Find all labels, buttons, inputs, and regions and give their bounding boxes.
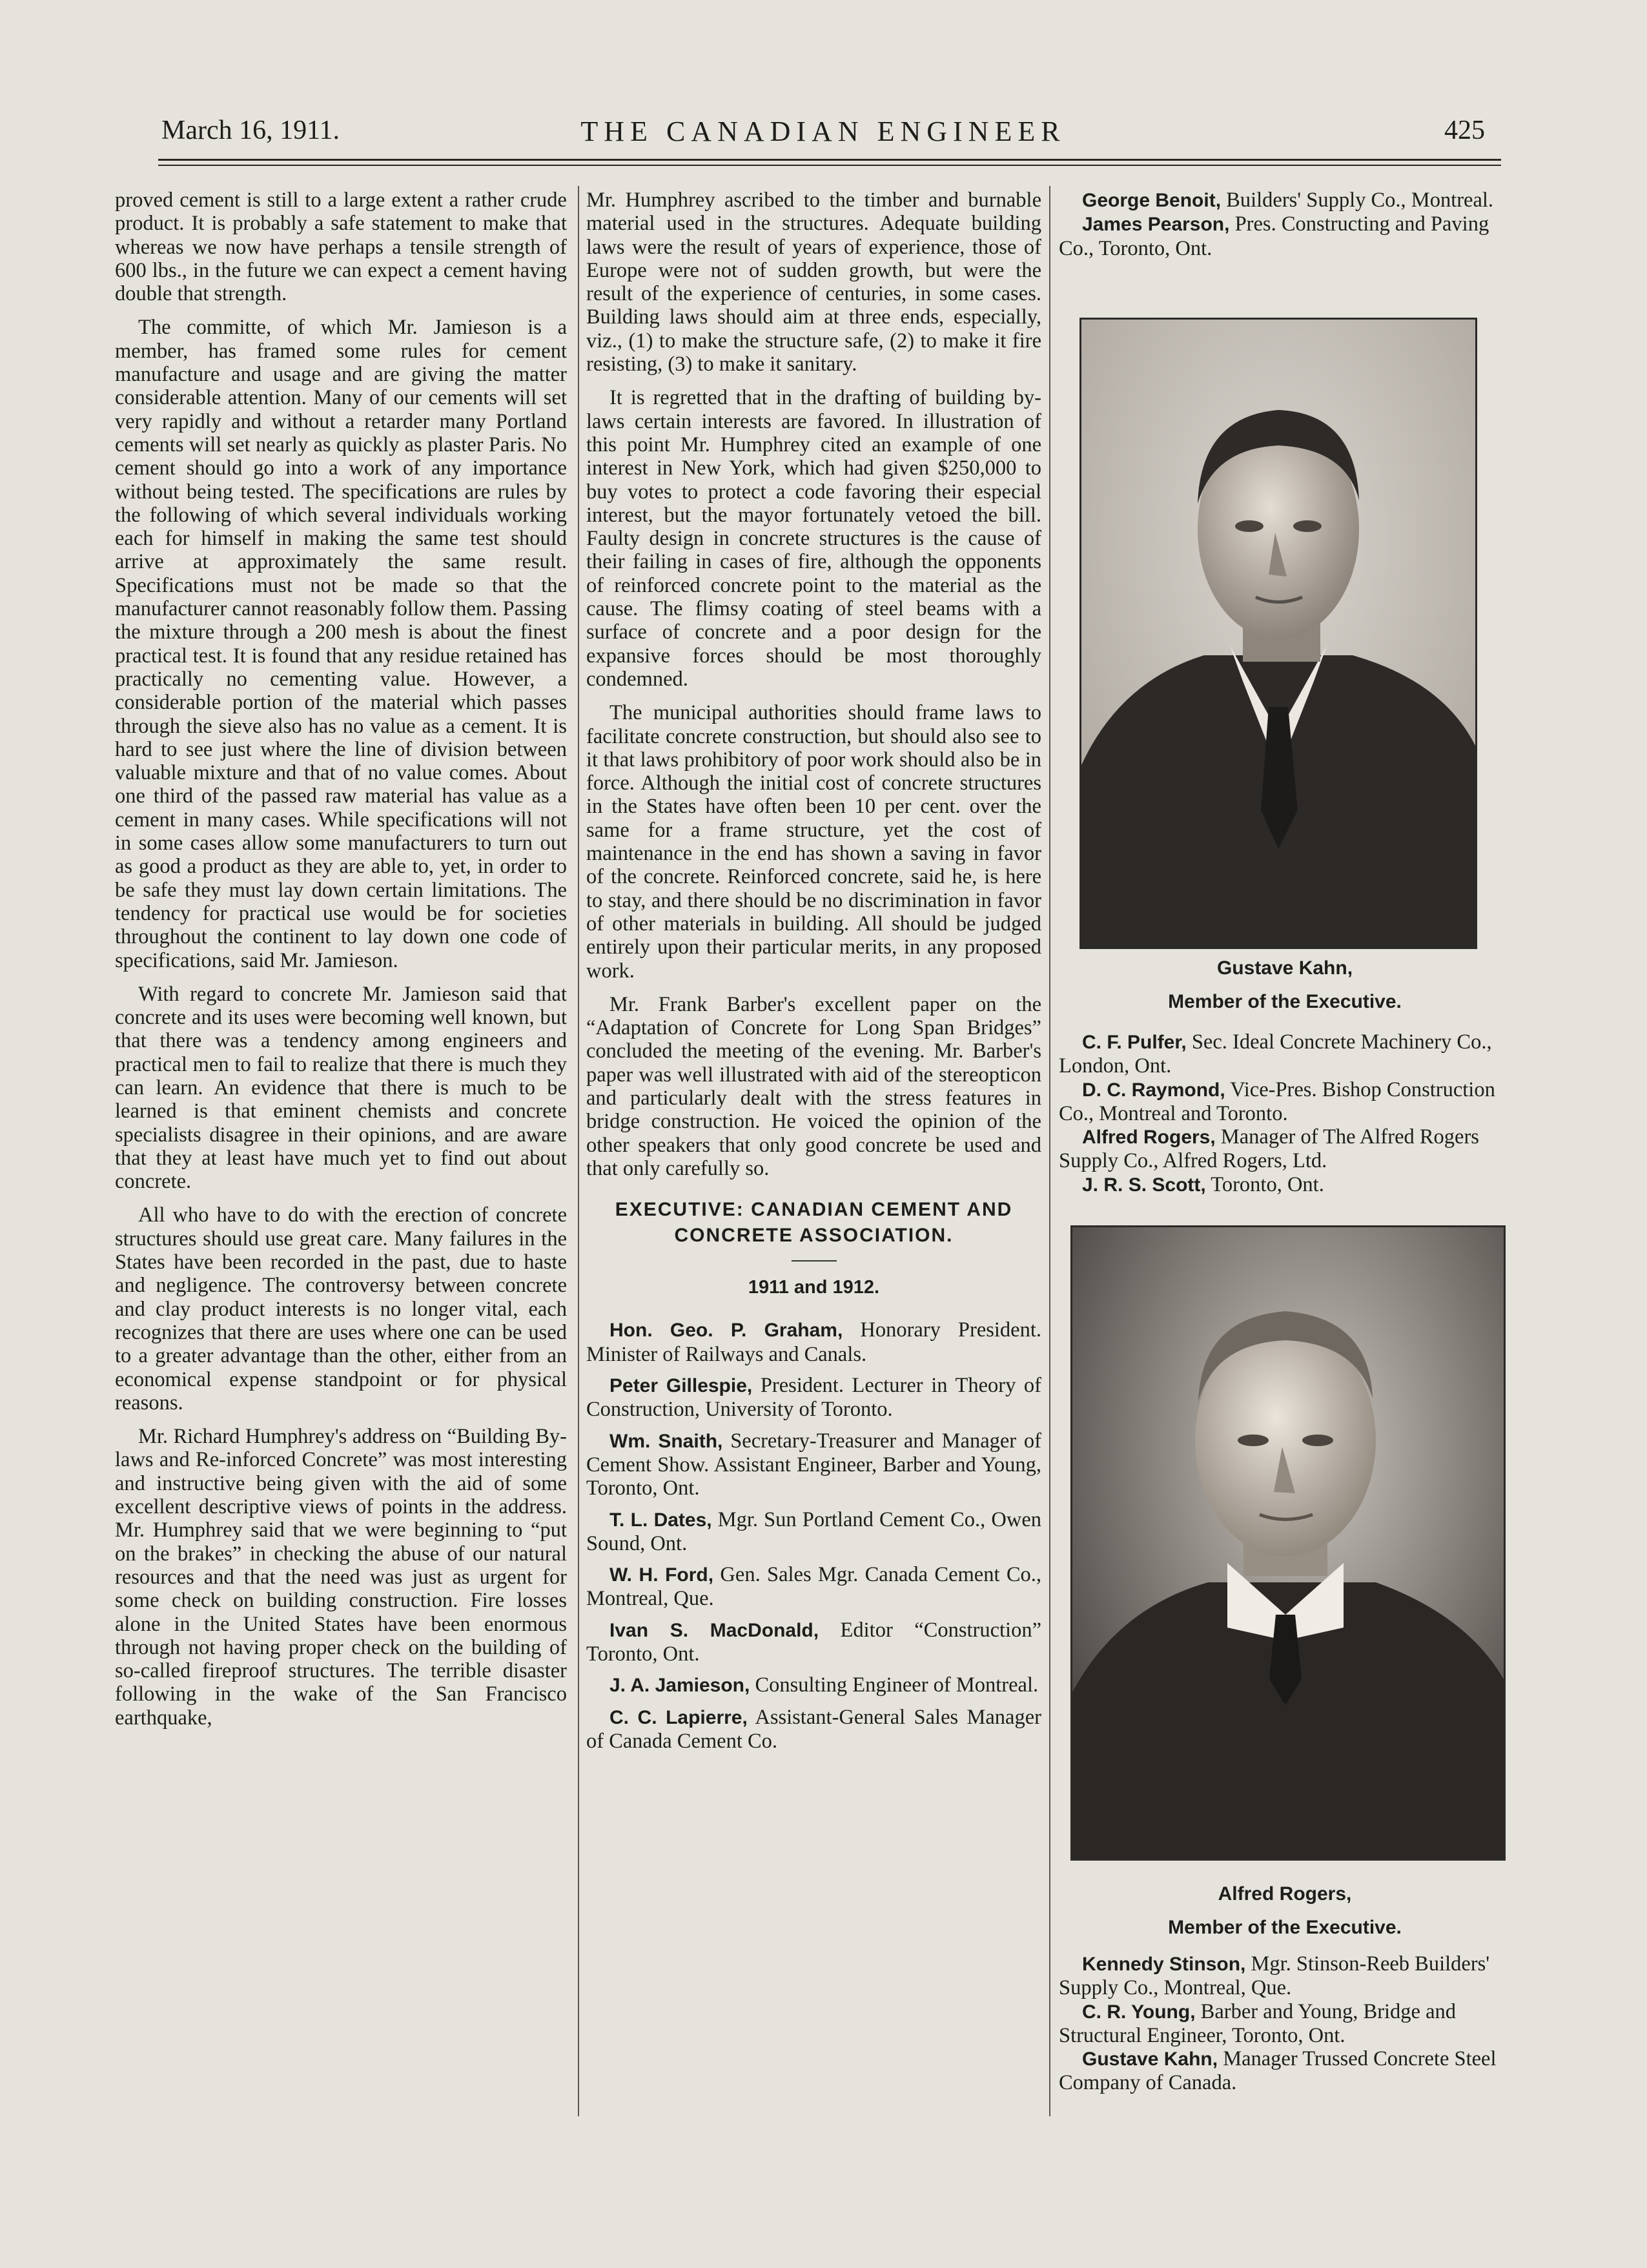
paragraph: The municipal authorities should frame laws to facilitate concrete construction, but should also see to it that laws prohibitory of poor work should also be in force. Although the initial cost of concrete structures in the States have often been 10 per cent. over the same for a frame structure, yet the cost of maintenance in the end has shown a saving in favor of the concrete. Reinforced concrete, said he, is here to stay, and there should be no discrimination in favor of other materials in building. All should be judged entirely upon their particular merits, in any proposed work. (586, 701, 1041, 983)
issue-date: March 16, 1911. (161, 116, 340, 145)
caption-name: Gustave Kahn, (1216, 957, 1353, 979)
column-2 (586, 189, 1041, 1761)
member-name: Hon. Geo. P. Graham, (609, 1320, 843, 1342)
column-3-mid-list (1059, 1030, 1511, 1197)
member-description: Builders' Supply Co., Montreal. (1226, 189, 1494, 212)
executive-member (586, 1706, 1041, 1753)
column-3-top-list (1059, 189, 1511, 260)
paragraph: It is regretted that in the drafting of building by-laws certain interests are favored. In illustration of this point Mr. Humphrey cited an example of one interest in New York, which had given $250,000 to buy votes to protect a code favoring their especial interest, but the mayor fortunately vetoed the bill. Faulty design in concrete structures is the cause of their failing in cases of fire, although the opponents of reinforced concrete point to the material as the cause. The flimsy coating of steel beams with a surface of concrete and a poor design for the expansive forces should be most thoroughly condemned. (586, 386, 1041, 691)
executive-heading: EXECUTIVE: CANADIAN CEMENT AND CONCRETE ASSOCIATION. (615, 1199, 1013, 1247)
column-3-bottom-list (1059, 1952, 1511, 2095)
member-description: Mgr. Sun Portland Cement Co., Owen Sound, Ont. (586, 1507, 1042, 1555)
member-name: J. A. Jamieson, (609, 1675, 750, 1697)
executive-member (1059, 212, 1511, 260)
member-description: Barber and Young, Bridge and Structural Engineer, Toronto, Ont. (1059, 1999, 1457, 2047)
member-name: Gustave Kahn, (1082, 2048, 1218, 2070)
executive-member (1059, 1030, 1511, 1078)
member-name: Kennedy Stinson, (1082, 1954, 1246, 1975)
member-description: Consulting Engineer of Montreal. (755, 1673, 1039, 1697)
executive-member (1059, 189, 1511, 212)
member-description: Gen. Sales Mgr. Canada Cement Co., Montreal, Que. (586, 1563, 1041, 1611)
member-name: Peter Gillespie, (609, 1375, 753, 1397)
executive-member (1059, 1952, 1511, 2000)
executive-member (586, 1563, 1041, 1611)
member-name: D. C. Raymond, (1082, 1079, 1225, 1101)
column-divider-left (578, 186, 579, 2116)
paragraph: Mr. Frank Barber's excellent paper on the “Adaptation of Concrete for Long Span Bridges” concluded the meeting of the evening. Mr. Barber's paper was well illustrated with aid of the stereopticon and particularly dealt with the stress features in bridge construction. He voiced the opinion of the other speakers that only good concrete be used and that only carefully so. (586, 992, 1041, 1180)
executive-member (586, 1619, 1041, 1666)
member-description: Toronto, Ont. (1211, 1172, 1324, 1196)
member-description: President. Lecturer in Theory of Construction, University of Toronto. (586, 1374, 1042, 1422)
member-description: Secretary-Treasurer and Manager of Cement Show. Assistant Engineer, Barber and Young, Toronto, Ont. (586, 1429, 1042, 1500)
member-name: C. F. Pulfer, (1082, 1032, 1187, 1053)
caption-role: Member of the Executive. (1168, 991, 1402, 1012)
member-description: Assistant-General Sales Manager of Canada Cement Co. (586, 1705, 1041, 1753)
executive-member (586, 1429, 1041, 1500)
header-rule (158, 159, 1501, 161)
caption-name: Alfred Rogers, (1218, 1883, 1352, 1905)
paragraph: All who have to do with the erection of concrete structures should use great care. Many failures in the States have been recorded in the past, due to haste and negligence. The controversy between concrete and clay product interests is no longer vital, each recognizes that there are uses where one can be used to a greater advantage than the other, either from an economical expense standpoint or for physical reasons. (115, 1203, 567, 1415)
member-name: Ivan S. MacDonald, (609, 1619, 819, 1641)
member-description: Mgr. Stinson-Reeb Builders' Supply Co., Montreal, Que. (1059, 1952, 1490, 2000)
portrait-illustration (1081, 320, 1475, 947)
member-name: Wm. Snaith, (609, 1430, 723, 1452)
member-name: W. H. Ford, (609, 1564, 714, 1586)
paragraph: With regard to concrete Mr. Jamieson said that concrete and its uses were becoming well known, but that there was a tendency among engineers and practical men to fail to realize that there is much they can learn. An evidence that there is much to be learned is that eminent chemists and concrete specialists disagree in their opinions, and are aware that they at least have much yet to find out about concrete. (115, 982, 567, 1194)
member-name: J. R. S. Scott, (1082, 1174, 1206, 1196)
section-rule (792, 1260, 837, 1262)
executive-member (1059, 1173, 1511, 1197)
executive-member (1059, 1078, 1511, 1126)
executive-member (586, 1508, 1041, 1556)
header-rule-thin (158, 165, 1501, 166)
photo-caption (1059, 1877, 1511, 1945)
member-description: Sec. Ideal Concrete Machinery Co., London, Ont. (1059, 1030, 1492, 1078)
executive-years: 1911 and 1912. (748, 1277, 880, 1298)
member-name: T. L. Dates, (609, 1509, 712, 1531)
publication-title: THE CANADIAN ENGINEER (580, 116, 1066, 147)
paragraph: Mr. Richard Humphrey's address on “Building By-laws and Re-inforced Concrete” was most interesting and instructive being given with the aid of some excellent descriptive views of points in the address. Mr. Humphrey said that we were beginning to “put on the brakes” in checking the abuse of our natural resources and that the need was just as urgent for some check on building construction. Fire losses alone in the United States have been enormous through not having proper check on the building of so-called fireproof structures. The terrible disaster following in the wake of the San Francisco earthquake, (115, 1425, 567, 1730)
executive-member (1059, 2047, 1511, 2095)
executive-member (586, 1374, 1041, 1422)
member-name: C. R. Young, (1082, 2001, 1196, 2023)
column-1 (115, 189, 567, 1740)
member-description: Honorary President. Minister of Railways and Canals. (586, 1318, 1042, 1366)
executive-member (1059, 1125, 1511, 1173)
portrait-illustration (1072, 1227, 1504, 1859)
photo-caption (1059, 952, 1511, 1019)
member-name: C. C. Lapierre, (609, 1706, 748, 1728)
caption-role: Member of the Executive. (1168, 1917, 1402, 1938)
member-name: James Pearson, (1082, 214, 1230, 236)
member-name: Alfred Rogers, (1082, 1127, 1216, 1149)
member-description: Pres. Constructing and Paving Co., Toronto, Ont. (1059, 212, 1489, 260)
paragraph: proved cement is still to a large extent a rather crude product. It is probably a safe statement to make that whereas we now have perhaps a tensile strength of 600 lbs., in the future we can expect a cement having double that strength. (115, 189, 567, 306)
executive-member (586, 1318, 1041, 1366)
executive-member (1059, 2000, 1511, 2048)
member-description: Manager of The Alfred Rogers Supply Co., Alfred Rogers, Ltd. (1059, 1125, 1479, 1173)
page-number: 425 (1444, 116, 1485, 145)
member-description: Editor “Construction” Toronto, Ont. (586, 1618, 1042, 1666)
member-name: George Benoit, (1082, 190, 1222, 211)
portrait-photo-gustave-kahn (1079, 318, 1477, 949)
column-divider-right (1049, 186, 1050, 2116)
portrait-photo-alfred-rogers (1070, 1225, 1506, 1861)
paragraph: The committe, of which Mr. Jamieson is a member, has framed some rules for cement manufacture and usage and are giving the matter considerable attention. Many of our cements will set very rapidly and without a retarder many Portland cements will set nearly as quickly as plaster Paris. No cement should go into a work of any importance without being tested. The specifications are rules by the following of which several individuals working each for himself in making the same test should arrive at approximately the same result. Specifications must not be made so that the manufacturer cannot reasonably follow them. Passing the mixture through a 200 mesh is about the finest practical test. It is found that any residue retained has practically no cementing value. However, a considerable portion of the material which passes through the sieve also has no value as a cement. It is hard to see just where the line of division between valuable mixture and that of no value comes. About one third of the passed raw material has value as a cement in many cases. While specifications will not in some cases allow some manufacturers to turn out as good a product as they are able to, yet, in order to be safe they must lay down certain limitations. The tendency for practical use would be for societies throughout the continent to lay down one code of specifications, said Mr. Jamieson. (115, 316, 567, 972)
member-description: Vice-Pres. Bishop Construction Co., Montreal and Toronto. (1059, 1078, 1495, 1125)
member-description: Manager Trussed Concrete Steel Company of Canada. (1059, 2047, 1497, 2095)
executive-member (586, 1673, 1041, 1697)
paragraph: Mr. Humphrey ascribed to the timber and burnable material used in the structures. Adequate building laws were the result of years of experience, those of Europe were not of sudden growth, but were the result of the experience of centuries, in some cases. Building laws should aim at three ends, especially, viz., (1) to make the structure safe, (2) to make it fire resisting, (3) to make it sanitary. (586, 189, 1041, 376)
page-header (161, 115, 1485, 160)
